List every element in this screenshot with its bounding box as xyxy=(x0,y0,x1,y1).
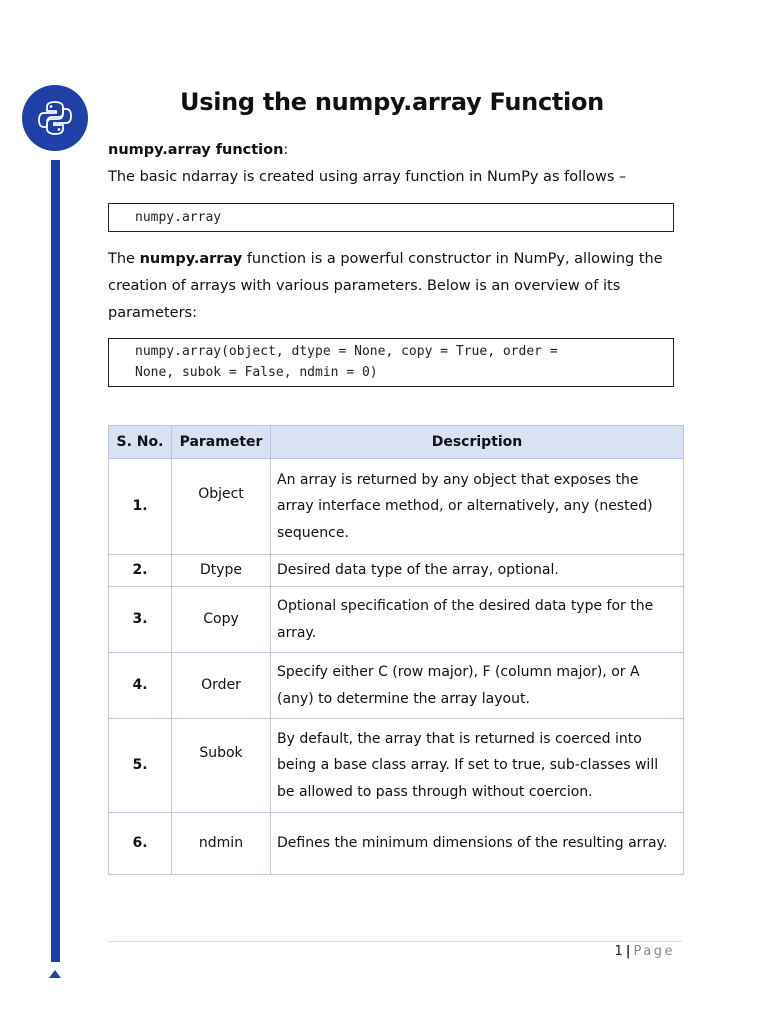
para-prefix: The xyxy=(108,251,140,267)
table-row xyxy=(109,813,684,875)
header-sno: S. No. xyxy=(109,426,172,459)
code-block-signature: numpy.array(object, dtype = None, copy = True, order = None, subok = False, ndmin = 0) xyxy=(108,338,674,387)
code-block-basic: numpy.array xyxy=(108,203,674,232)
row-description: Desired data type of the array, optional. xyxy=(271,555,684,587)
row-parameter xyxy=(172,653,271,719)
header-description: Description xyxy=(271,426,684,459)
row-sno: 5. xyxy=(109,719,172,813)
page-number: 1 xyxy=(614,944,623,959)
row-parameter xyxy=(172,459,271,555)
row-description: Specify either C (row major), F (column major), or A (any) to determine the array layout. xyxy=(271,653,684,719)
table-row xyxy=(109,459,684,555)
table-row xyxy=(109,719,684,813)
table-row xyxy=(109,653,684,719)
row-description: Optional specification of the desired data type for the array. xyxy=(271,587,684,653)
side-rail xyxy=(51,160,60,962)
row-parameter xyxy=(172,555,271,587)
page-title: Using the numpy.array Function xyxy=(180,88,604,116)
row-sno: 4. xyxy=(109,653,172,719)
page-footer xyxy=(614,944,675,959)
python-logo-icon xyxy=(22,85,88,151)
section-label-suffix: : xyxy=(283,142,289,158)
intro-text: The basic ndarray is created using array function in NumPy as follows – xyxy=(108,169,627,185)
table-row xyxy=(109,587,684,653)
row-description: Defines the minimum dimensions of the resulting array. xyxy=(271,813,684,875)
overview-paragraph xyxy=(108,246,680,327)
table-row xyxy=(109,555,684,587)
section-label xyxy=(108,142,288,158)
page-label: Page xyxy=(633,944,675,959)
row-sno: 6. xyxy=(109,813,172,875)
row-parameter-text: ndmin xyxy=(198,835,244,852)
row-description: An array is returned by any object that exposes the array interface method, or alternatively, any (nested) sequence. xyxy=(271,459,684,555)
parameters-table xyxy=(108,425,684,875)
row-sno: 1. xyxy=(109,459,172,555)
para-bold: numpy.array xyxy=(139,251,243,267)
arrow-up-icon xyxy=(49,970,61,978)
table-header-row xyxy=(109,426,684,459)
section-label-bold: numpy.array function xyxy=(108,142,284,158)
row-parameter-text: Object xyxy=(198,486,244,503)
para-suffix: function is a powerful constructor in NumPy, allowing the creation of arrays with various parameters. Below is an overview of its parameters: xyxy=(108,251,663,321)
row-parameter-text: Copy xyxy=(203,611,239,628)
row-parameter xyxy=(172,719,271,813)
row-description: By default, the array that is returned is coerced into being a base class array. If set to true, sub-classes will be allowed to pass through without coercion. xyxy=(271,719,684,813)
row-sno: 2. xyxy=(109,555,172,587)
row-parameter xyxy=(172,813,271,875)
row-parameter-text: Dtype xyxy=(199,562,243,579)
header-parameter: Parameter xyxy=(172,426,271,459)
row-parameter-text: Subok xyxy=(199,745,243,762)
page-separator: | xyxy=(625,944,631,959)
footer-divider xyxy=(108,941,682,942)
row-parameter-text: Order xyxy=(201,677,241,694)
row-sno: 3. xyxy=(109,587,172,653)
row-parameter xyxy=(172,587,271,653)
